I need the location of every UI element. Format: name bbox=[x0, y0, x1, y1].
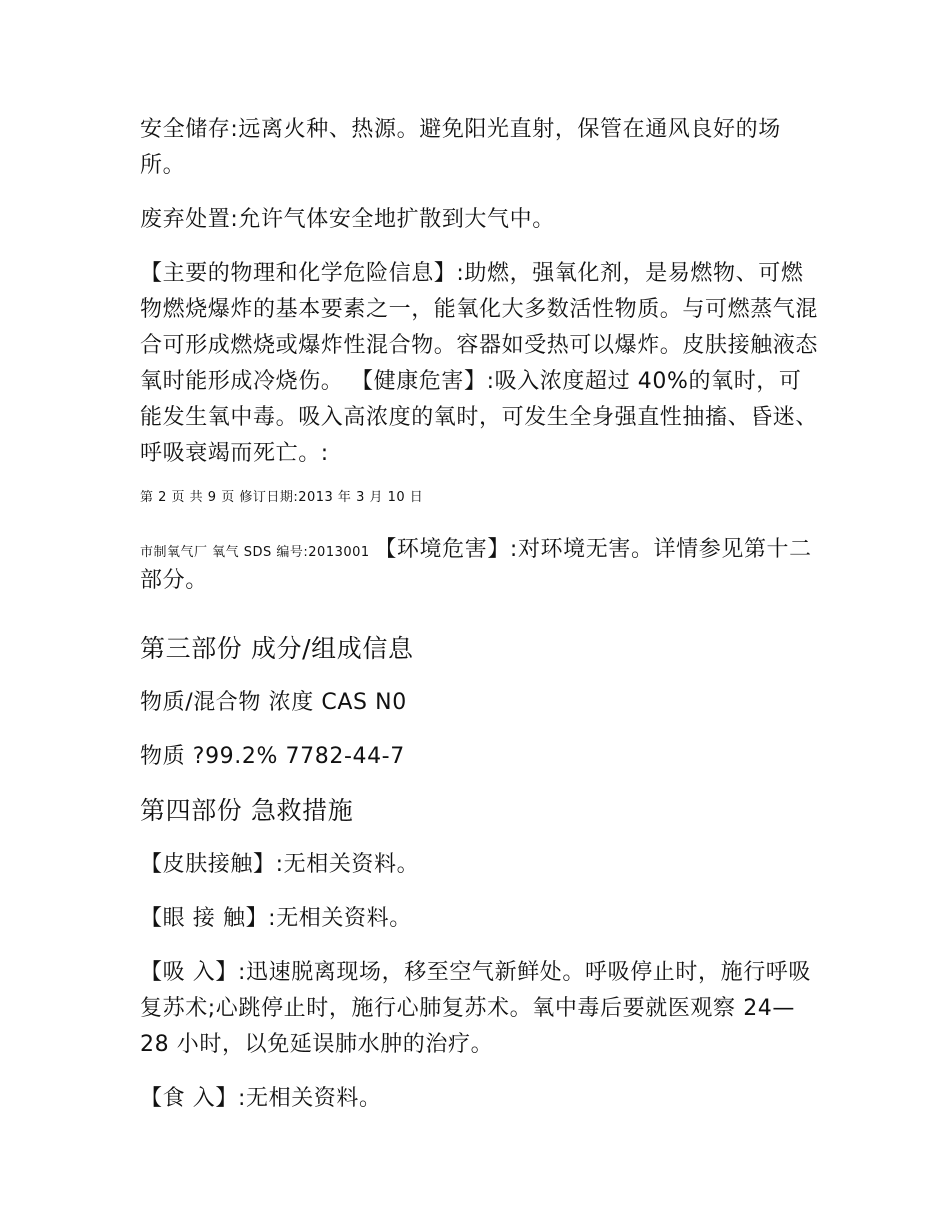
section-4-title: 第四部份 急救措施 bbox=[140, 796, 354, 825]
hazard-paragraph: 【主要的物理和化学危险信息】:助燃，强氧化剂，是易燃物、可燃物燃烧爆炸的基本要素之一，能氧化大多数活性物质。与可燃蒸气混合可形成燃烧或爆炸性混合物。容器如受热可以爆炸。皮肤接触液态氧时能形成冷烧伤。 【健康危害】:吸入浓度超过 40%的氧时，可能发生氧中毒。吸入高浓度的氧时，可发生全身强直性抽搐、昏迷、呼吸衰竭而死亡。: bbox=[140, 261, 819, 466]
page-header: 市制氧气厂 氧气 SDS 编号:2013001 bbox=[140, 545, 375, 560]
section-3-title: 第三部份 成分/组成信息 bbox=[140, 634, 414, 663]
composition-table-header: 物质/混合物 浓度 CAS N0 bbox=[140, 690, 407, 715]
composition-table-row: 物质 ?99.2% 7782-44-7 bbox=[140, 744, 405, 769]
document-page bbox=[140, 112, 820, 1135]
eye-contact: 【眼 接 触】:无相关资料。 bbox=[140, 906, 412, 931]
storage-paragraph: 安全储存:远离火种、热源。避免阳光直射，保管在通风良好的场所。 bbox=[140, 117, 781, 178]
environment-hazard-text: 【环境危害】:对环境无害。详情参见第十二部分。 bbox=[140, 537, 812, 593]
page-footer: 第 2 页 共 9 页 修订日期:2013 年 3 月 10 日 bbox=[140, 490, 424, 505]
page-header-line bbox=[140, 536, 820, 595]
skin-contact: 【皮肤接触】:无相关资料。 bbox=[140, 852, 420, 877]
disposal-paragraph: 废弃处置:允许气体安全地扩散到大气中。 bbox=[140, 207, 555, 232]
inhalation: 【吸 入】:迅速脱离现场，移至空气新鲜处。呼吸停止时，施行呼吸复苏术;心跳停止时，施行心肺复苏术。氧中毒后要就医观察 24—28 小时，以免延误肺水肿的治疗。 bbox=[140, 960, 812, 1057]
ingestion: 【食 入】:无相关资料。 bbox=[140, 1086, 382, 1111]
